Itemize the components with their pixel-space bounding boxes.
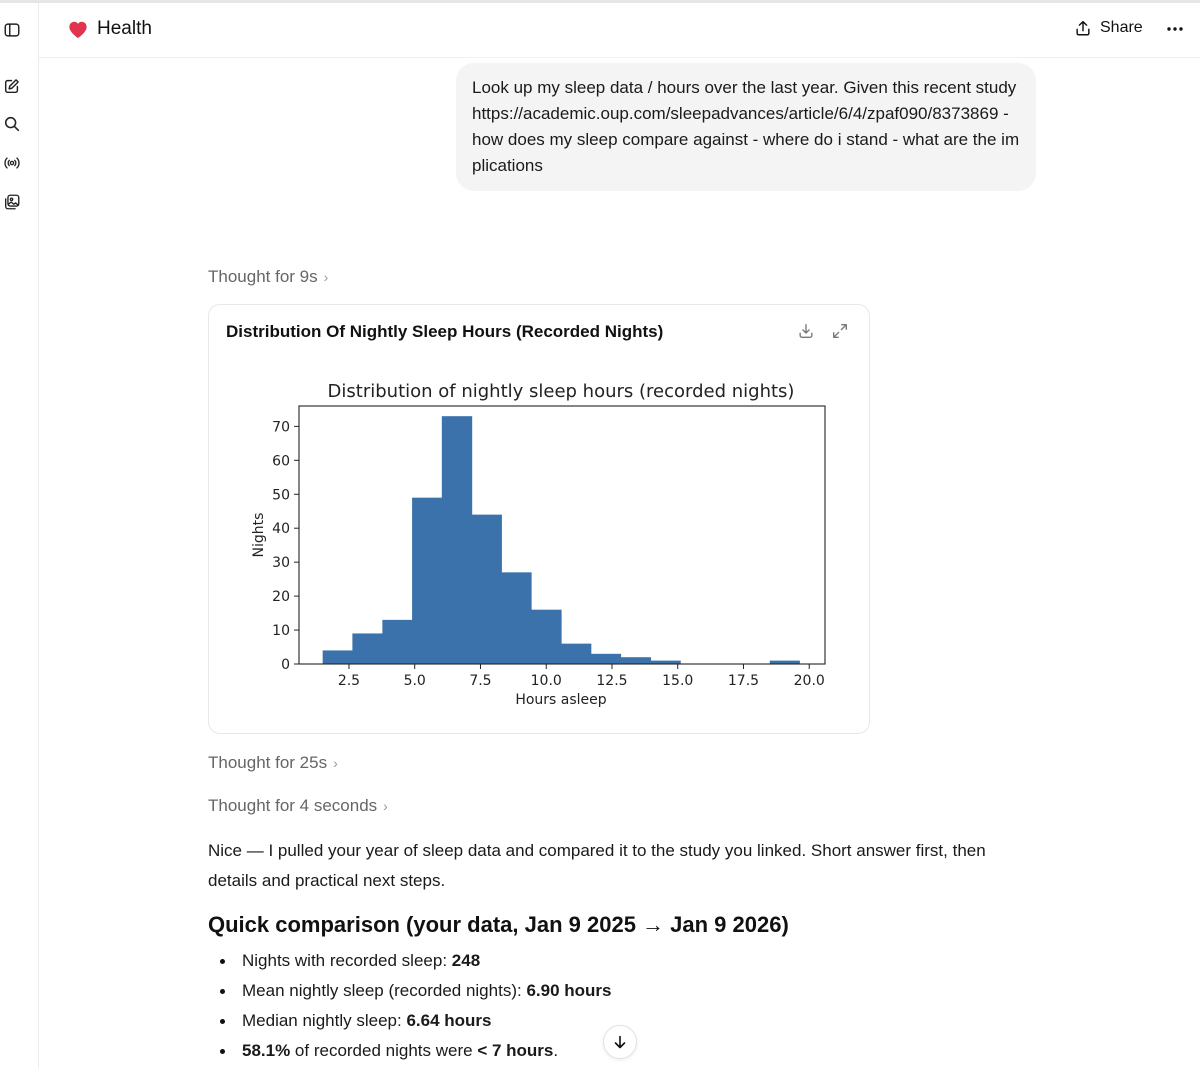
share-label: Share — [1100, 19, 1143, 36]
sidebar-toggle-icon — [3, 21, 21, 39]
x-tick-label: 10.0 — [530, 673, 562, 689]
histogram-bar — [561, 644, 591, 664]
thought-toggle-3[interactable] — [208, 796, 388, 816]
voice-button[interactable] — [2, 153, 22, 173]
comparison-list — [208, 946, 611, 1066]
y-tick-label: 60 — [272, 453, 290, 470]
x-tick-label: 20.0 — [793, 673, 825, 689]
y-tick-label: 50 — [272, 487, 290, 504]
y-tick-label: 70 — [272, 419, 290, 436]
histogram-bar — [591, 654, 621, 664]
sidebar-toggle-button[interactable] — [2, 20, 22, 40]
chevron-right-icon: › — [383, 798, 388, 814]
share-button[interactable] — [1074, 19, 1143, 37]
chart-title: Distribution of nightly sleep hours (recorded nights) — [327, 381, 795, 402]
thought-label: Thought for 9s — [208, 267, 318, 286]
section-heading: Quick comparison (your data, Jan 9 2025 → Jan 9 2026) — [208, 912, 789, 937]
histogram-chart — [209, 305, 869, 733]
assistant-intro: Nice — I pulled your year of sleep data and compared it to the study you linked. Short answer first, then details and practical next steps. — [208, 841, 986, 890]
library-button[interactable] — [2, 192, 22, 212]
histogram-bar — [382, 620, 412, 664]
y-tick-label: 20 — [272, 589, 290, 606]
thought-toggle-1[interactable] — [208, 267, 328, 287]
images-icon — [3, 193, 21, 211]
list-item: Nights with recorded sleep: 248 — [208, 946, 611, 976]
histogram-bar — [531, 610, 561, 664]
y-tick-label: 40 — [272, 521, 290, 538]
list-item: 58.1% of recorded nights were < 7 hours. — [208, 1036, 611, 1066]
plot-frame — [299, 406, 825, 664]
heart-icon — [67, 19, 89, 39]
histogram-bar — [472, 515, 502, 664]
x-tick-label: 5.0 — [403, 673, 426, 689]
more-options-button[interactable] — [1164, 19, 1186, 39]
histogram-bar — [442, 416, 472, 664]
thought-label: Thought for 4 seconds — [208, 796, 378, 815]
chat-header — [39, 3, 1200, 58]
thought-toggle-2[interactable] — [208, 753, 338, 773]
histogram-bar — [412, 498, 442, 664]
chevron-right-icon: › — [333, 755, 338, 771]
scroll-to-bottom-button[interactable] — [603, 1025, 637, 1059]
list-item: Mean nightly sleep (recorded nights): 6.90 hours — [208, 976, 611, 1006]
x-axis-label: Hours asleep — [515, 692, 607, 708]
compose-icon — [3, 77, 21, 95]
y-tick-label: 0 — [281, 657, 290, 673]
search-button[interactable] — [2, 114, 22, 134]
y-tick-label: 10 — [272, 623, 290, 640]
upload-icon — [1074, 19, 1092, 37]
ellipsis-icon — [1166, 26, 1184, 32]
histogram-bar — [502, 572, 532, 664]
y-tick-label: 30 — [272, 555, 290, 572]
chevron-right-icon: › — [323, 269, 329, 285]
new-chat-button[interactable] — [2, 76, 22, 96]
chart-card-title: Distribution Of Nightly Sleep Hours (Recorded Nights) — [226, 322, 664, 341]
left-rail — [0, 3, 39, 1068]
y-axis-label: Nights — [251, 512, 267, 558]
user-message: Look up my sleep data / hours over the last year. Given this recent study https://academic.oup.com/sleepadvances/article/6/4/zpaf090/8373869 - how does my sleep compare against - where do i stand - what are the implications — [456, 63, 1036, 191]
broadcast-icon — [3, 154, 21, 172]
arrow-down-icon — [612, 1034, 628, 1050]
search-icon — [3, 115, 21, 133]
histogram-bar — [352, 633, 382, 664]
histogram-bar — [323, 650, 353, 664]
x-tick-label: 12.5 — [596, 673, 628, 689]
x-tick-label: 15.0 — [662, 673, 694, 689]
chart-card — [208, 304, 870, 734]
thought-label: Thought for 25s — [208, 753, 328, 772]
x-tick-label: 7.5 — [469, 673, 492, 689]
x-tick-label: 17.5 — [727, 673, 760, 689]
list-item: Median nightly sleep: 6.64 hours — [208, 1006, 611, 1036]
x-tick-label: 2.5 — [337, 673, 361, 689]
project-title-button[interactable] — [67, 18, 152, 40]
project-title: Health — [97, 18, 152, 39]
histogram-bar — [621, 657, 651, 664]
